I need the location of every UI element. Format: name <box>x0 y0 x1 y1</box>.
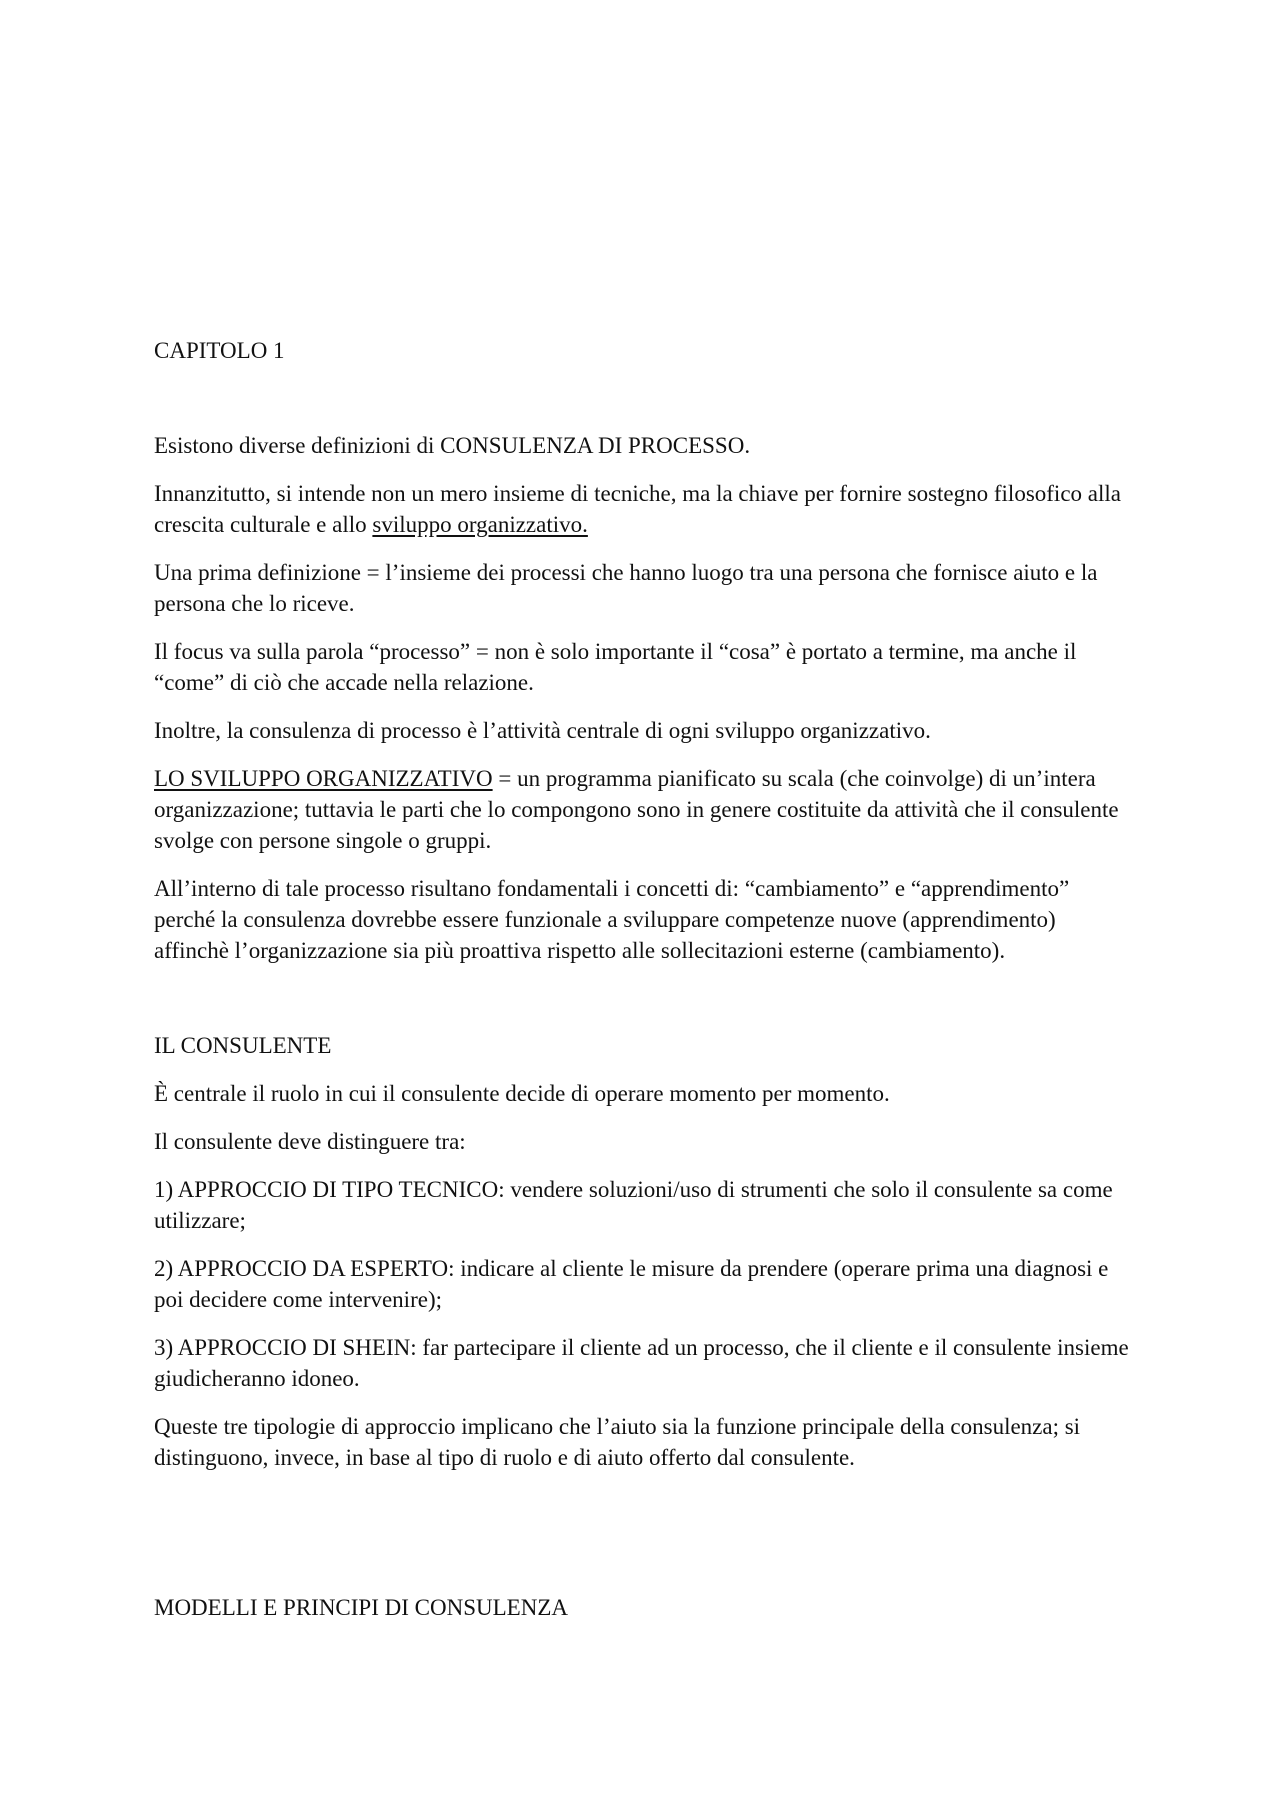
intro-paragraph-7: All’interno di tale processo risultano fondamentali i concetti di: “cambiamento” e “apprendimento” perché la consulenza dovrebbe essere funzionale a sviluppare competenze nuove (apprendimento) affinchè l’organizzazione sia più proattiva rispetto alle sollecitazioni esterne (cambiamento). <box>154 876 1070 963</box>
approach-item-1: 1) APPROCCIO DI TIPO TECNICO: vendere soluzioni/uso di strumenti che solo il consulente sa come utilizzare; <box>154 1177 1113 1233</box>
chapter-title: CAPITOLO 1 <box>154 338 285 363</box>
intro-paragraph-6-text: = un programma pianificato su scala (che coinvolge) di un’intera organizzazione; tuttavia le parti che lo compongono sono in genere costituite da attività che il consulente svolge con persone singole o gruppi. <box>154 766 1119 853</box>
intro-paragraph-3: Una prima definizione = l’insieme dei processi che hanno luogo tra una persona che fornisce aiuto e la persona che lo riceve. <box>154 560 1098 616</box>
intro-paragraph-2-text: Innanzitutto, si intende non un mero insieme di tecniche, ma la chiave per fornire sostegno filosofico alla crescita culturale e allo <box>154 481 1121 537</box>
underlined-term-sviluppo-organizzativo: LO SVILUPPO ORGANIZZATIVO <box>154 766 493 791</box>
document-body <box>154 335 1129 1623</box>
consultant-paragraph-1: È centrale il ruolo in cui il consulente decide di operare momento per momento. <box>154 1081 890 1106</box>
approach-item-2: 2) APPROCCIO DA ESPERTO: indicare al cliente le misure da prendere (operare prima una diagnosi e poi decidere come intervenire); <box>154 1256 1109 1312</box>
intro-paragraph-1: Esistono diverse definizioni di CONSULENZA DI PROCESSO. <box>154 433 751 458</box>
intro-paragraph-4: Il focus va sulla parola “processo” = non è solo importante il “cosa” è portato a termine, ma anche il “come” di ciò che accade nella relazione. <box>154 639 1077 695</box>
consultant-paragraph-2: Il consulente deve distinguere tra: <box>154 1129 466 1154</box>
consultant-paragraph-3: Queste tre tipologie di approccio implicano che l’aiuto sia la funzione principale della consulenza; si distinguono, invece, in base al tipo di ruolo e di aiuto offerto dal consulente. <box>154 1414 1081 1470</box>
section-heading-modelli: MODELLI E PRINCIPI DI CONSULENZA <box>154 1595 568 1620</box>
underlined-term-sviluppo: sviluppo organizzativo. <box>372 512 588 537</box>
intro-paragraph-6 <box>154 763 1129 856</box>
intro-paragraph-5: Inoltre, la consulenza di processo è l’attività centrale di ogni sviluppo organizzativo. <box>154 718 931 743</box>
section-heading-consulente: IL CONSULENTE <box>154 1033 332 1058</box>
approach-item-3: 3) APPROCCIO DI SHEIN: far partecipare il cliente ad un processo, che il cliente e il consulente insieme giudicheranno idoneo. <box>154 1335 1129 1391</box>
intro-paragraph-2 <box>154 478 1129 540</box>
